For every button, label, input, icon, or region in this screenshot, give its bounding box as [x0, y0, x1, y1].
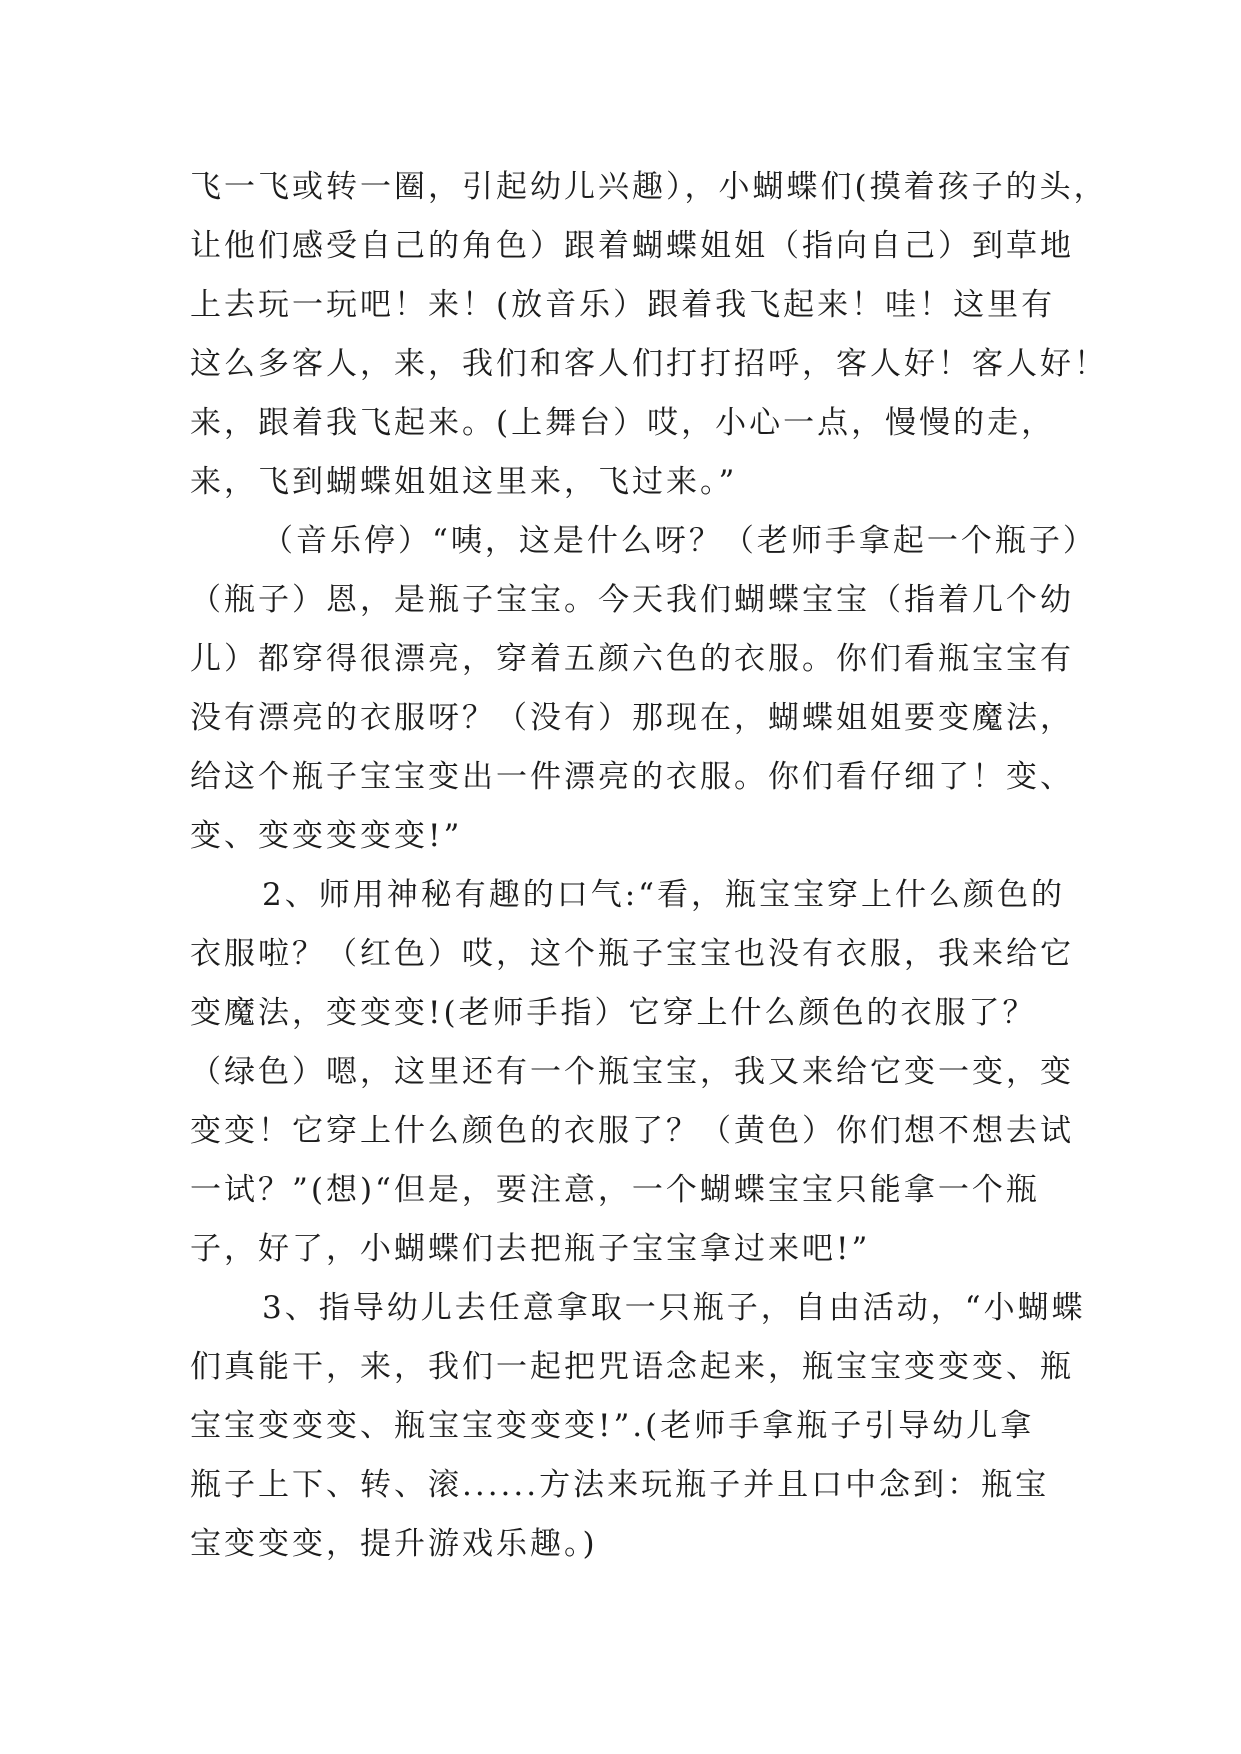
text-line: 让他们感受自己的角色）跟着蝴蝶姐姐（指向自己）到草地 — [190, 228, 1074, 264]
text-line: 来，跟着我飞起来。(上舞台）哎，小心一点，慢慢的走， — [190, 405, 1056, 441]
text-line: 一试？”(想)“但是，要注意，一个蝴蝶宝宝只能拿一个瓶 — [190, 1172, 1040, 1208]
text-line: 变魔法，变变变!(老师手指）它穿上什么颜色的衣服了？ — [190, 995, 1037, 1031]
text-line: （瓶子）恩，是瓶子宝宝。今天我们蝴蝶宝宝（指着几个幼 — [190, 582, 1074, 618]
text-line: 变变！它穿上什么颜色的衣服了？（黄色）你们想不想去试 — [190, 1113, 1074, 1149]
text-line: 飞一飞或转一圈，引起幼儿兴趣），小蝴蝶们(摸着孩子的头， — [190, 169, 1108, 205]
text-line: 来，飞到蝴蝶姐姐这里来，飞过来。” — [190, 464, 738, 500]
text-line: 儿）都穿得很漂亮，穿着五颜六色的衣服。你们看瓶宝宝有 — [190, 641, 1074, 677]
text-line: 瓶子上下、转、滚......方法来玩瓶子并且口中念到：瓶宝 — [190, 1467, 1050, 1503]
text-line: 们真能干，来，我们一起把咒语念起来，瓶宝宝变变变、瓶 — [190, 1349, 1074, 1385]
body-text — [190, 158, 1108, 1574]
text-line: 衣服啦？（红色）哎，这个瓶子宝宝也没有衣服，我来给它 — [190, 936, 1074, 972]
text-line: 变、变变变变变!” — [190, 818, 463, 854]
text-line: 没有漂亮的衣服呀？（没有）那现在，蝴蝶姐姐要变魔法， — [190, 700, 1074, 736]
paragraph-first-line: （音乐停）“咦，这是什么呀？（老师手拿起一个瓶子） — [262, 523, 1097, 559]
text-line: 上去玩一玩吧！来！(放音乐）跟着我飞起来！哇！这里有 — [190, 287, 1056, 323]
text-line: 子，好了，小蝴蝶们去把瓶子宝宝拿过来吧!” — [190, 1231, 871, 1267]
text-line: 给这个瓶子宝宝变出一件漂亮的衣服。你们看仔细了！变、 — [190, 759, 1074, 795]
text-line: （绿色）嗯，这里还有一个瓶宝宝，我又来给它变一变，变 — [190, 1054, 1074, 1090]
text-line: 宝宝变变变、瓶宝宝变变变!”.(老师手拿瓶子引导幼儿拿 — [190, 1408, 1035, 1444]
paragraph-first-line: 2、师用神秘有趣的口气:“看，瓶宝宝穿上什么颜色的 — [262, 877, 1066, 913]
text-line: 宝变变变，提升游戏乐趣。) — [190, 1526, 598, 1562]
text-line: 这么多客人，来，我们和客人们打打招呼，客人好！客人好！ — [190, 346, 1108, 382]
paragraph-first-line: 3、指导幼儿去任意拿取一只瓶子，自由活动，“小蝴蝶 — [262, 1290, 1086, 1326]
